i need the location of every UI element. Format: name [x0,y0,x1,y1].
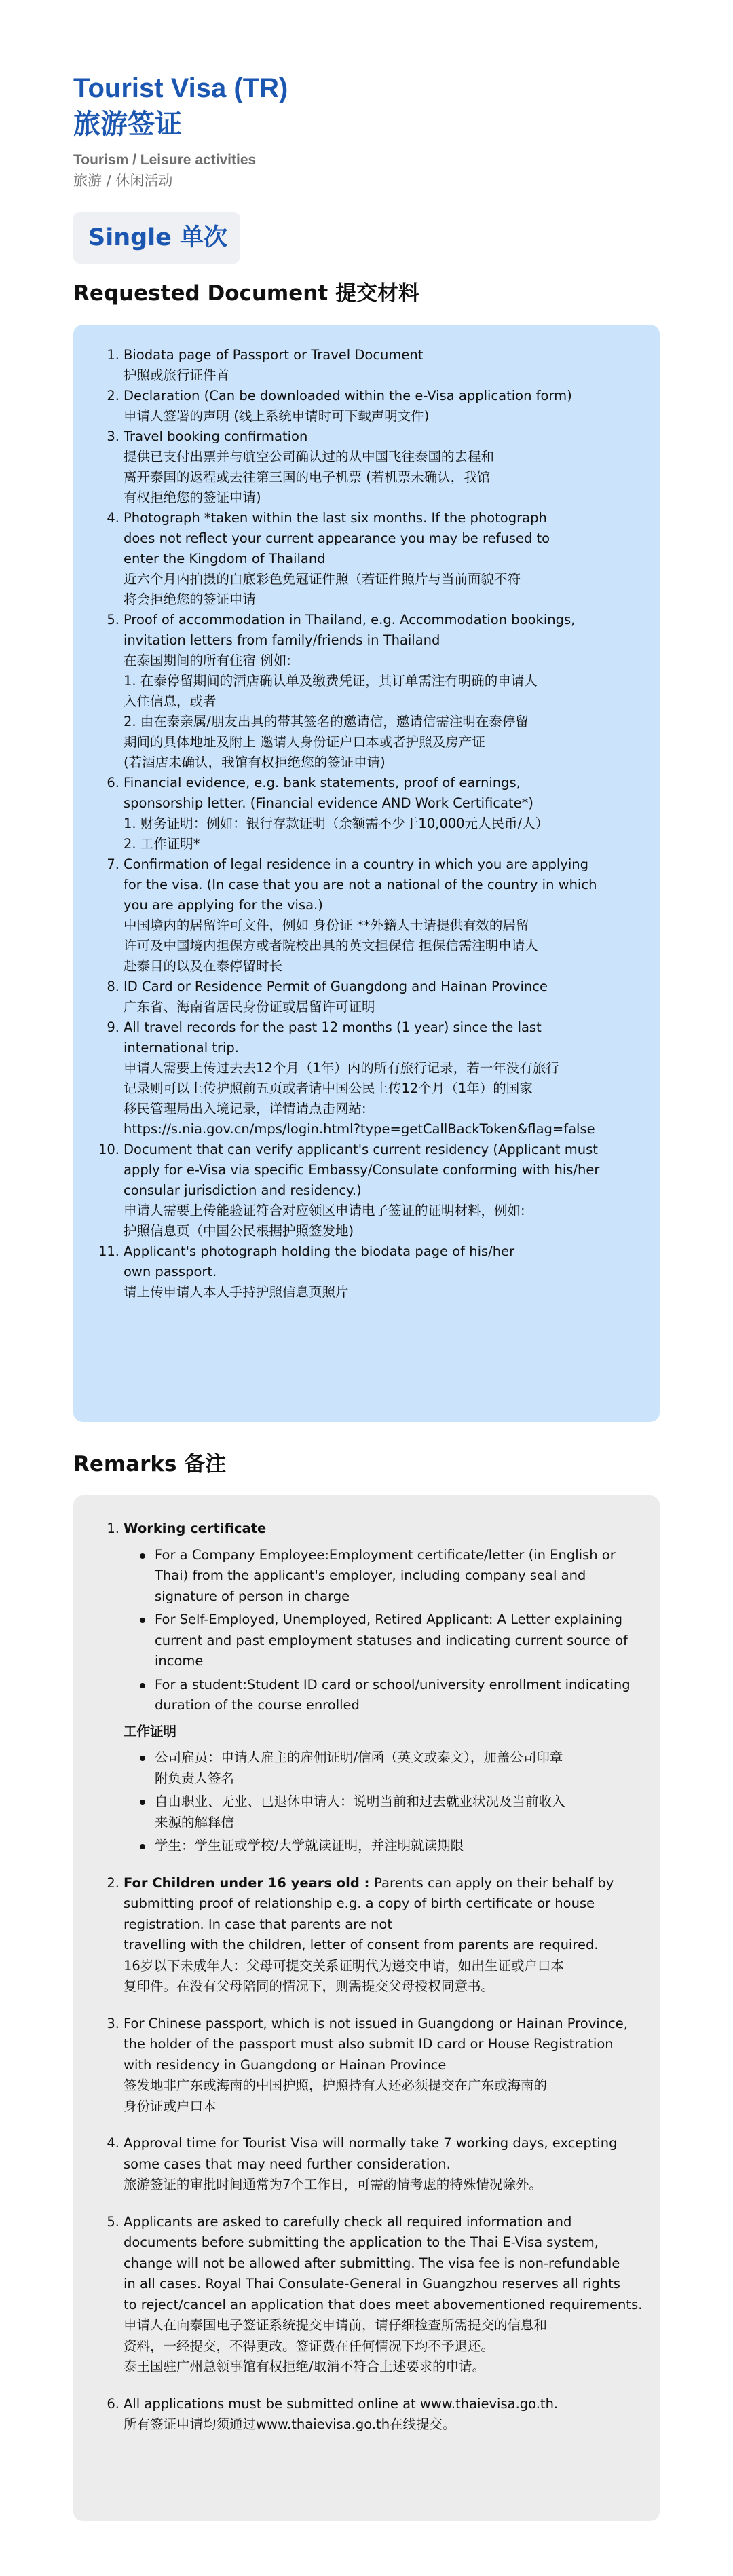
bullet-text-line: For a student:Student ID card or school/university enrollment indicating [155,1676,631,1692]
remark-item [96,1873,639,1997]
document-subitem-line: 2. 由在泰亲属/朋友出具的带其签名的邀请信，邀请信需注明在泰停留 [124,714,529,729]
bullet-text-line: current and past employment statuses and indicating current source of [155,1632,628,1648]
remark-text-line: 资料，一经提交，不得更改。签证费在任何情况下均不予退还。 [124,2338,495,2354]
document-text-line: 护照信息页（中国公民根据护照签发地) [124,1223,354,1239]
bullet-text-line: For Self-Employed, Unemployed, Retired Applicant: A Letter explaining [155,1612,623,1627]
bullet-item [137,1675,639,1716]
document-text-line: own passport. [124,1264,217,1280]
remark-text-line: 复印件。在没有父母陪同的情况下，则需提交父母授权同意书。 [124,1978,495,1994]
bullet-text-line: 附负责人签名 [155,1770,235,1786]
working-certificate-bullets-zh [137,1747,639,1857]
document-number: 8. [107,979,119,994]
bullet-item [137,1747,639,1789]
document-item [96,345,633,386]
remark-number: 2. [107,1874,119,1891]
document-text-line: https://s.nia.gov.cn/mps/login.html?type=getCallBackToken&flag=false [124,1121,595,1137]
document-text-line: 有权拒绝您的签证申请) [124,490,261,505]
remark-number: 4. [107,2135,119,2151]
remark-text-line: For Chinese passport, which is not issued in Guangdong or Hainan Province, [124,2015,628,2031]
remark-text-line: to reject/cancel an application that does meet abovementioned requirements. [124,2296,643,2312]
document-text-line: 许可及中国境内担保方或者院校出具的英文担保信 担保信需注明申请人 [124,938,538,954]
document-text-line: 申请人需要上传过去去12个月（1年）内的所有旅行记录，若一年没有旅行 [124,1060,559,1076]
document-number: 5. [107,612,119,628]
document-text-line: 移民管理局出入境记录，详情请点击网站: [124,1101,366,1117]
document-text-line: consular jurisdiction and residency.) [124,1182,362,1198]
bullet-text-line: duration of the course enrolled [155,1697,360,1713]
remark-item [96,2212,643,2378]
remark-lines [124,1893,639,1997]
document-number: 10. [98,1142,119,1157]
document-text-line: Declaration (Can be downloaded within the e-Visa application form) [124,388,572,403]
remark-text-line: 身份证或户口本 [124,2098,217,2114]
document-item [96,508,633,610]
remarks-heading: Remarks 备注 [73,1452,227,1476]
visa-title-zh: 旅游签证 [73,109,182,140]
document-item [96,773,633,854]
bullet-text-line: signature of person in charge [155,1588,350,1604]
bullet-item [137,1545,639,1608]
document-subitem-line: (若酒店未确认，我馆有权拒绝您的签证申请) [124,755,386,770]
document-text-line: invitation letters from family/friends in Thailand [124,632,440,648]
document-text-line: 提供已支付出票并与航空公司确认过的从中国飞往泰国的去程和 [124,449,495,465]
document-text-line: 离开泰国的返程或去往第三国的电子机票 (若机票未确认，我馆 [124,469,491,485]
document-text-line: Confirmation of legal residence in a country in which you are applying [124,856,588,872]
bullet-text-line: 来源的解释信 [155,1814,235,1830]
document-number: 4. [107,510,119,526]
remark-text: Parents can apply on their behalf by [374,1874,614,1891]
document-text-line: enter the Kingdom of Thailand [124,551,326,566]
document-item [96,854,633,977]
working-certificate-bullets [137,1545,639,1716]
remark-lines [124,2133,639,2196]
document-text-line: 申请人签署的声明 (线上系统申请时可下载声明文件) [124,408,430,424]
document-text-line: 护照或旅行证件首 [124,367,230,383]
remark-text-line: All applications must be submitted online at www.thaievisa.go.th. [124,2395,559,2412]
remark-text-line: in all cases. Royal Thai Consulate-General in Guangzhou reserves all rights [124,2276,620,2291]
document-text-line: Photograph *taken within the last six months. If the photograph [124,510,547,526]
document-subitem-line: 入住信息，或者 [124,693,217,709]
remarks-panel [73,1495,660,2521]
remark-text-line: documents before submitting the application to the Thai E-Visa system, [124,2234,599,2250]
remark-item [96,1519,639,1857]
remark-text-line: Applicants are asked to carefully check all required information and [124,2213,572,2230]
document-text-line: 中国境内的居留许可文件，例如 身份证 **外籍人士请提供有效的居留 [124,918,529,933]
document-number: 3. [107,429,119,444]
remarks-list [73,1495,660,2435]
document-number: 2. [107,388,119,403]
document-item [96,427,633,508]
document-item [96,386,633,427]
document-text-line: Travel booking confirmation [124,429,308,444]
bullet-text-line: 自由职业、无业、已退休申请人：说明当前和过去就业状况及当前收入 [155,1794,565,1809]
remark-lines [124,2394,639,2435]
document-text-line: 广东省、海南省居民身份证或居留许可证明 [124,999,375,1015]
remark-item [96,2133,639,2196]
visa-purpose: Tourism / Leisure activities [73,152,257,168]
document-text-line: Biodata page of Passport or Travel Document [124,347,424,363]
remark-text-line: travelling with the children, letter of consent from parents are required. [124,1937,599,1953]
remark-title: Working certificate [124,1521,267,1536]
bullet-item [137,1610,639,1672]
bullet-text-line: For a Company Employee:Employment certificate/letter (in English or [155,1546,616,1563]
entry-type-badge: Single 单次 [73,212,240,264]
remark-number: 1. [107,1521,119,1536]
remark-number: 5. [107,2213,119,2230]
requested-documents-list [73,325,660,1303]
remark-text-line: 泰王国驻广州总领事馆有权拒绝/取消不符合上述要求的申请。 [124,2359,486,2374]
bullet-text-line: income [155,1653,204,1669]
document-item [96,610,633,773]
remark-text-line: submitting proof of relationship e.g. a copy of birth certificate or house [124,1895,595,1911]
document-subitem-line: 1. 财务证明：例如：银行存款证明（余额需不少于10,000元人民币/人） [124,816,549,831]
bullet-item [137,1792,639,1833]
remark-text-line: 签发地非广东或海南的中国护照，护照持有人还必须提交在广东或海南的 [124,2078,548,2093]
document-text-line: 在泰国期间的所有住宿 例如: [124,653,291,668]
remark-lines [124,2014,639,2118]
document-text-line: 近六个月内拍摄的白底彩色免冠证件照（若证件照片与当前面貌不符 [124,571,521,587]
remark-text-line: registration. In case that parents are not [124,1916,392,1932]
remark-text-line: 申请人在向泰国电子签证系统提交申请前，请仔细检查所需提交的信息和 [124,2317,548,2333]
bullet-text-line: 公司雇员：申请人雇主的雇佣证明/信函（英文或泰文），加盖公司印章 [155,1749,563,1765]
document-text-line: 记录则可以上传护照前五页或者请中国公民上传12个月（1年）的国家 [124,1081,533,1096]
document-sublist [124,814,633,854]
document-text-line: Proof of accommodation in Thailand, e.g. Accommodation bookings, [124,612,576,628]
bullet-item [137,1836,639,1857]
document-item [96,1241,633,1303]
remark-text-line: 旅游签证的审批时间通常为7个工作日，可需酌情考虑的特殊情况除外。 [124,2177,542,2192]
document-text-line: 将会拒绝您的签证申请 [124,592,257,607]
document-item [96,1140,633,1241]
remark-text-line: with residency in Guangdong or Hainan Province [124,2056,447,2073]
document-item [96,1017,633,1140]
remark-item [96,2394,639,2435]
remark-title-zh: 工作证明 [124,1723,177,1739]
remark-text-line: 16岁以下未成年人：父母可提交关系证明代为递交申请，如出生证或户口本 [124,1957,564,1974]
requested-documents-heading: Requested Document 提交材料 [73,281,419,306]
document-text-line: apply for e-Visa via specific Embassy/Consulate conforming with his/her [124,1162,600,1178]
remark-lines [124,2212,643,2378]
remark-number: 3. [107,2015,119,2031]
document-number: 9. [107,1019,119,1035]
remark-text-line: the holder of the passport must also submit ID card or House Registration [124,2036,614,2052]
document-text-line: does not reflect your current appearance you may be refused to [124,530,550,546]
visa-title: Tourist Visa (TR) [73,73,288,103]
document-text-line: international trip. [124,1040,239,1055]
document-number: 7. [107,856,119,872]
requested-documents-panel [73,325,660,1422]
remark-line [124,1873,639,1894]
document-number: 11. [98,1244,119,1259]
remark-text-line: some cases that may need further consideration. [124,2156,451,2172]
document-text-line: All travel records for the past 12 months (1 year) since the last [124,1019,542,1035]
document-number: 6. [107,775,119,791]
bullet-text-line: Thai) from the applicant's employer, including company seal and [155,1567,586,1583]
remark-text-line: 所有签证申请均须通过www.thaievisa.go.th在线提交。 [124,2416,456,2432]
document-text-line: for the visa. (In case that you are not a national of the country in which [124,877,597,892]
document-number: 1. [107,347,119,363]
document-text-line: Document that can verify applicant's current residency (Applicant must [124,1142,598,1157]
document-text-line: 申请人需要上传能验证符合对应领区申请电子签证的证明材料，例如: [124,1203,525,1218]
document-text-line: sponsorship letter. (Financial evidence AND Work Certificate*) [124,795,533,811]
document-text-line: Financial evidence, e.g. bank statements, proof of earnings, [124,775,521,791]
remark-bold-lead: For Children under 16 years old : [124,1874,375,1891]
remark-text-line: change will not be allowed after submitting. The visa fee is non-refundable [124,2255,620,2271]
bullet-text-line: 学生：学生证或学校/大学就读证明，并注明就读期限 [155,1838,464,1853]
document-item [96,977,633,1017]
document-subitem-line: 期间的具体地址及附上 邀请人身份证户口本或者护照及房产证 [124,734,485,750]
document-text-line: you are applying for the visa.) [124,897,323,913]
document-subitem-line: 1. 在泰停留期间的酒店确认单及缴费凭证，其订单需注有明确的申请人 [124,673,538,689]
remark-number: 6. [107,2395,119,2412]
remark-item [96,2014,639,2118]
document-text-line: 请上传申请人本人手持护照信息页照片 [124,1284,349,1300]
document-sublist [124,671,633,773]
visa-purpose-zh: 旅游 / 休闲活动 [73,173,173,189]
document-text-line: Applicant's photograph holding the biodata page of his/her [124,1244,515,1259]
document-subitem-line: 2. 工作证明* [124,836,200,852]
document-text-line: 赴泰目的以及在泰停留时长 [124,958,283,974]
remark-text-line: Approval time for Tourist Visa will normally take 7 working days, excepting [124,2135,618,2151]
document-text-line: ID Card or Residence Permit of Guangdong and Hainan Province [124,979,548,994]
